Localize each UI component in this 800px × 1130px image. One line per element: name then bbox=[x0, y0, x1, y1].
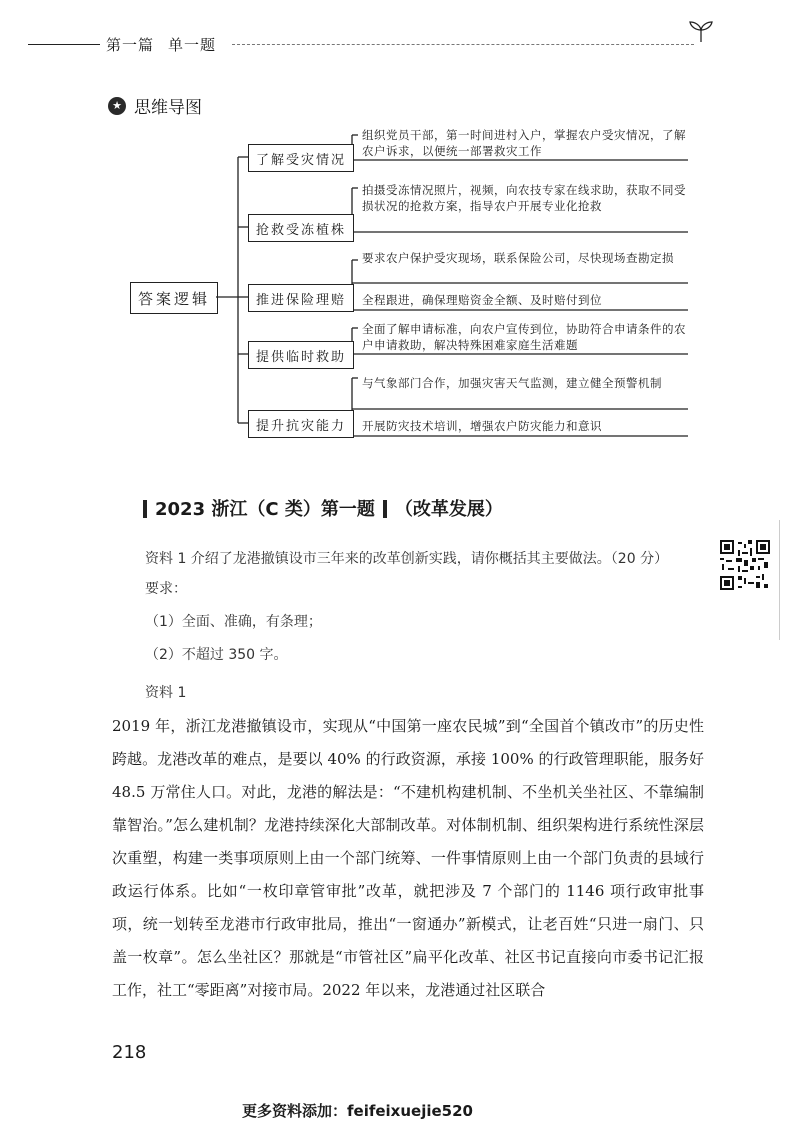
question-tag: （改革发展） bbox=[394, 499, 503, 520]
mind-map-root: 答案逻辑 bbox=[130, 282, 218, 314]
leaf-detail: 组织党员干部，第一时间进村入户，掌握农户受灾情况，了解农户诉求，以便统一部署救灾工作 bbox=[362, 128, 686, 158]
branch-rescue-plants: 抢救受冻植株 bbox=[248, 214, 354, 242]
header-part: 第一篇 bbox=[106, 36, 155, 54]
material-text: 2019 年，浙江龙港撤镇设市，实现从“中国第一座农民城”到“全国首个镇改市”的历史性跨越。龙港改革的难点，是要以 40% 的行政资源，承接 100% 的行政管理职能，服务好 48.5 万常住人口。对此，龙港的解法是：“不建机构建机制、不坐机关坐社区、不靠编制靠智治。”怎么建机制？龙港持续深化大部制改革。对体制机制、组织架构进行系统性深层次重塑，构建一类事项原则上由一个部门统筹、一件事情原则上由一个部门负责的县域行政运行体系。比如“一枚印章管审批”改革，就把涉及 7 个部门的 1146 项行政审批事项，统一划转至龙港市行政审批局，推出“一窗通办”新模式，让老百姓“只进一扇门、只盖一枚章”。怎么坐社区？那就是“市管社区”扁平化改革、社区书记直接向市委书记汇报工作，社工“零距离”对接市局。2022 年以来，龙港通过社区联合 bbox=[112, 717, 704, 999]
question-prompt: 资料 1 介绍了龙港撤镇设市三年来的改革创新实践，请你概括其主要做法。（20 分） bbox=[145, 551, 669, 567]
mind-map-connectors bbox=[0, 0, 800, 480]
branch-insurance-claims: 推进保险理赔 bbox=[248, 284, 354, 312]
leaf-detail: 开展防灾技术培训，增强农户防灾能力和意识 bbox=[362, 419, 602, 433]
header-section: 单一题 bbox=[168, 36, 217, 54]
leaf-detail: 全程跟进，确保理赔资金全额、及时赔付到位 bbox=[362, 293, 602, 307]
margin-rule bbox=[779, 520, 780, 640]
leaf-detail: 与气象部门合作，加强灾害天气监测，建立健全预警机制 bbox=[362, 376, 662, 390]
requirement-item: （2）不超过 350 字。 bbox=[145, 647, 288, 663]
requirements-label: 要求： bbox=[145, 581, 187, 597]
leaf-detail: 要求农户保护受灾现场，联系保险公司，尽快现场查勘定损 bbox=[362, 251, 674, 265]
leaf-detail: 拍摄受冻情况照片，视频，向农技专家在线求助，获取不同受损状况的抢救方案，指导农户开展专业化抢救 bbox=[362, 183, 686, 213]
qr-code-icon bbox=[720, 540, 770, 590]
branch-survey-damage: 了解受灾情况 bbox=[248, 144, 354, 172]
star-icon: ★ bbox=[108, 97, 126, 115]
question-title: 2023 浙江（C 类）第一题 bbox=[155, 499, 375, 520]
mind-map-title: 思维导图 bbox=[134, 98, 202, 118]
leaf-detail: 全面了解申请标准，向农户宣传到位，协助符合申请条件的农户申请救助，解决特殊困难家庭生活难题 bbox=[362, 322, 686, 352]
material-label: 资料 1 bbox=[145, 685, 187, 701]
branch-resilience: 提升抗灾能力 bbox=[248, 410, 354, 438]
page-number: 218 bbox=[112, 1042, 147, 1063]
branch-temporary-relief: 提供临时救助 bbox=[248, 341, 354, 369]
question-heading bbox=[143, 495, 503, 521]
requirement-item: （1）全面、准确，有条理； bbox=[145, 614, 322, 630]
footer-note: 更多资料添加：feifeixuejie520 bbox=[242, 1102, 473, 1120]
